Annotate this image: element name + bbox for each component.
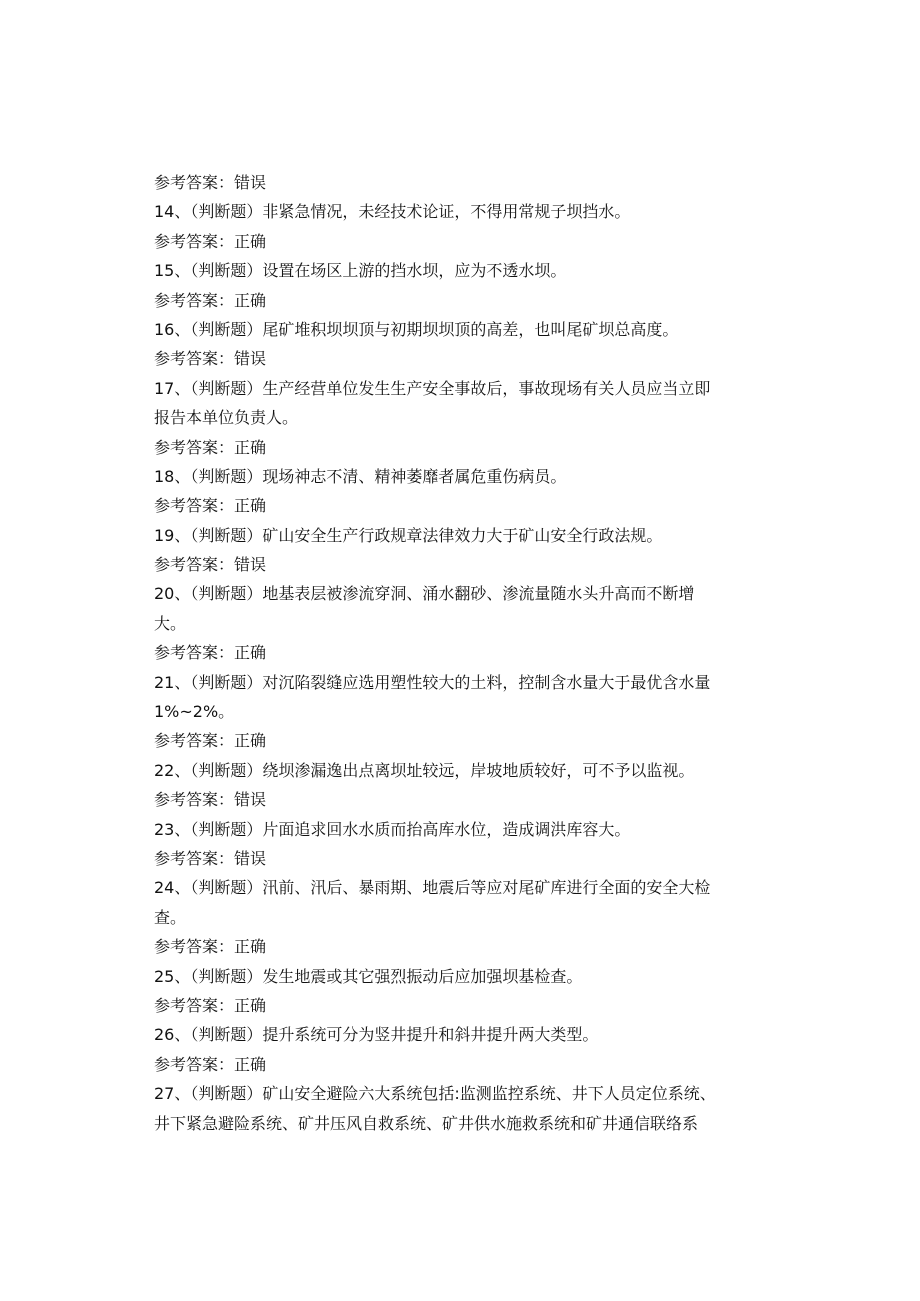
question-line: 22、（判断题）绕坝渗漏逸出点离坝址较远，岸坡地质较好，可不予以监视。 [154,760,695,780]
question-line: 18、（判断题）现场神志不清、精神萎靡者属危重伤病员。 [154,466,567,486]
question-line: 21、（判断题）对沉陷裂缝应选用塑性较大的土料，控制含水量大于最优含水量 [154,672,711,692]
question-line: 25、（判断题）发生地震或其它强烈振动后应加强坝基检查。 [154,966,583,986]
answer-line: 参考答案：错误 [154,555,267,575]
question-line-continued: 大。 [154,613,187,633]
answer-line: 参考答案：正确 [154,1054,267,1074]
question-line-continued: 1%~2%。 [154,702,235,722]
question-line: 19、（判断题）矿山安全生产行政规章法律效力大于矿山安全行政法规。 [154,525,663,545]
question-line: 20、（判断题）地基表层被渗流穿洞、涌水翻砂、渗流量随水头升高而不断增 [154,584,695,604]
answer-line: 参考答案：正确 [154,437,267,457]
question-line: 23、（判断题）片面追求回水水质而抬高库水位，造成调洪库容大。 [154,819,631,839]
question-line-continued: 查。 [154,907,187,927]
answer-line: 参考答案：正确 [154,231,267,251]
answer-line: 参考答案：错误 [154,790,267,810]
question-line: 26、（判断题）提升系统可分为竖井提升和斜井提升两大类型。 [154,1025,599,1045]
answer-line: 参考答案：正确 [154,496,267,516]
question-line: 27、（判断题）矿山安全避险六大系统包括:监测监控系统、井下人员定位系统、 [154,1084,716,1104]
answer-line: 参考答案：正确 [154,643,267,663]
answer-line: 参考答案：正确 [154,995,267,1015]
answer-line: 参考答案：正确 [154,290,267,310]
question-line: 14、（判断题）非紧急情况，未经技术论证，不得用常规子坝挡水。 [154,202,631,222]
question-line: 16、（判断题）尾矿堆积坝坝顶与初期坝坝顶的高差，也叫尾矿坝总高度。 [154,319,679,339]
question-line: 24、（判断题）汛前、汛后、暴雨期、地震后等应对尾矿库进行全面的安全大检 [154,878,711,898]
question-line-continued: 报告本单位负责人。 [154,408,299,428]
question-line: 17、（判断题）生产经营单位发生生产安全事故后，事故现场有关人员应当立即 [154,378,711,398]
question-list [154,168,754,1138]
answer-line: 参考答案：错误 [154,848,267,868]
question-line-continued: 井下紧急避险系统、矿井压风自救系统、矿井供水施救系统和矿井通信联络系 [154,1113,699,1133]
answer-line: 参考答案：正确 [154,937,267,957]
answer-line: 参考答案：错误 [154,173,267,192]
answer-line: 参考答案：错误 [154,349,267,369]
question-line: 15、（判断题）设置在场区上游的挡水坝，应为不透水坝。 [154,261,567,281]
answer-line: 参考答案：正确 [154,731,267,751]
